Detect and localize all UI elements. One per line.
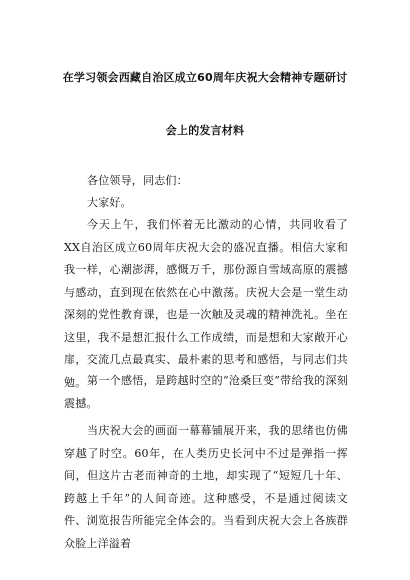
document-title-line-2: 会上的发言材料	[165, 124, 245, 137]
paragraph-history: 当庆祝大会的画面一幕幕铺展开来，我的思绪也仿佛穿越了时空。60年，在人类历史长河中不过是弹指一挥间，但这片古老而神奇的土地，却实现了“短短几十年、跨越上千年”的人间奇迹。这种感受，不是通过阅读文件、浏览报告所能完全体会的。当看到庆祝大会上各族群众脸上洋溢着	[64, 424, 348, 550]
opening-greeting: 大家好。	[87, 196, 132, 209]
salutation: 各位领导，同志们：	[87, 174, 188, 187]
document-title-line-1: 在学习领会西藏自治区成立60周年庆祝大会精神专题研讨	[62, 71, 348, 84]
paragraph-first-insight: 第一个感悟，是跨越时空的“沧桑巨变”带给我的深刻震撼。	[64, 374, 348, 410]
paragraph-opening: 今天上午，我们怀着无比激动的心情，共同收看了XX自治区成立60周年庆祝大会的盛况直播。相信大家和我一样，心潮澎湃，感慨万千，那份源自雪域高原的震撼与感动，直到现在依然在心中激荡。庆祝大会是一堂生动深刻的党性教育课，也是一次触及灵魂的精神洗礼。坐在这里，我不是想汇报什么工作成绩，而是想和大家敞开心扉，交流几点最真实、最朴素的思考和感悟，与同志们共勉。	[64, 218, 348, 389]
